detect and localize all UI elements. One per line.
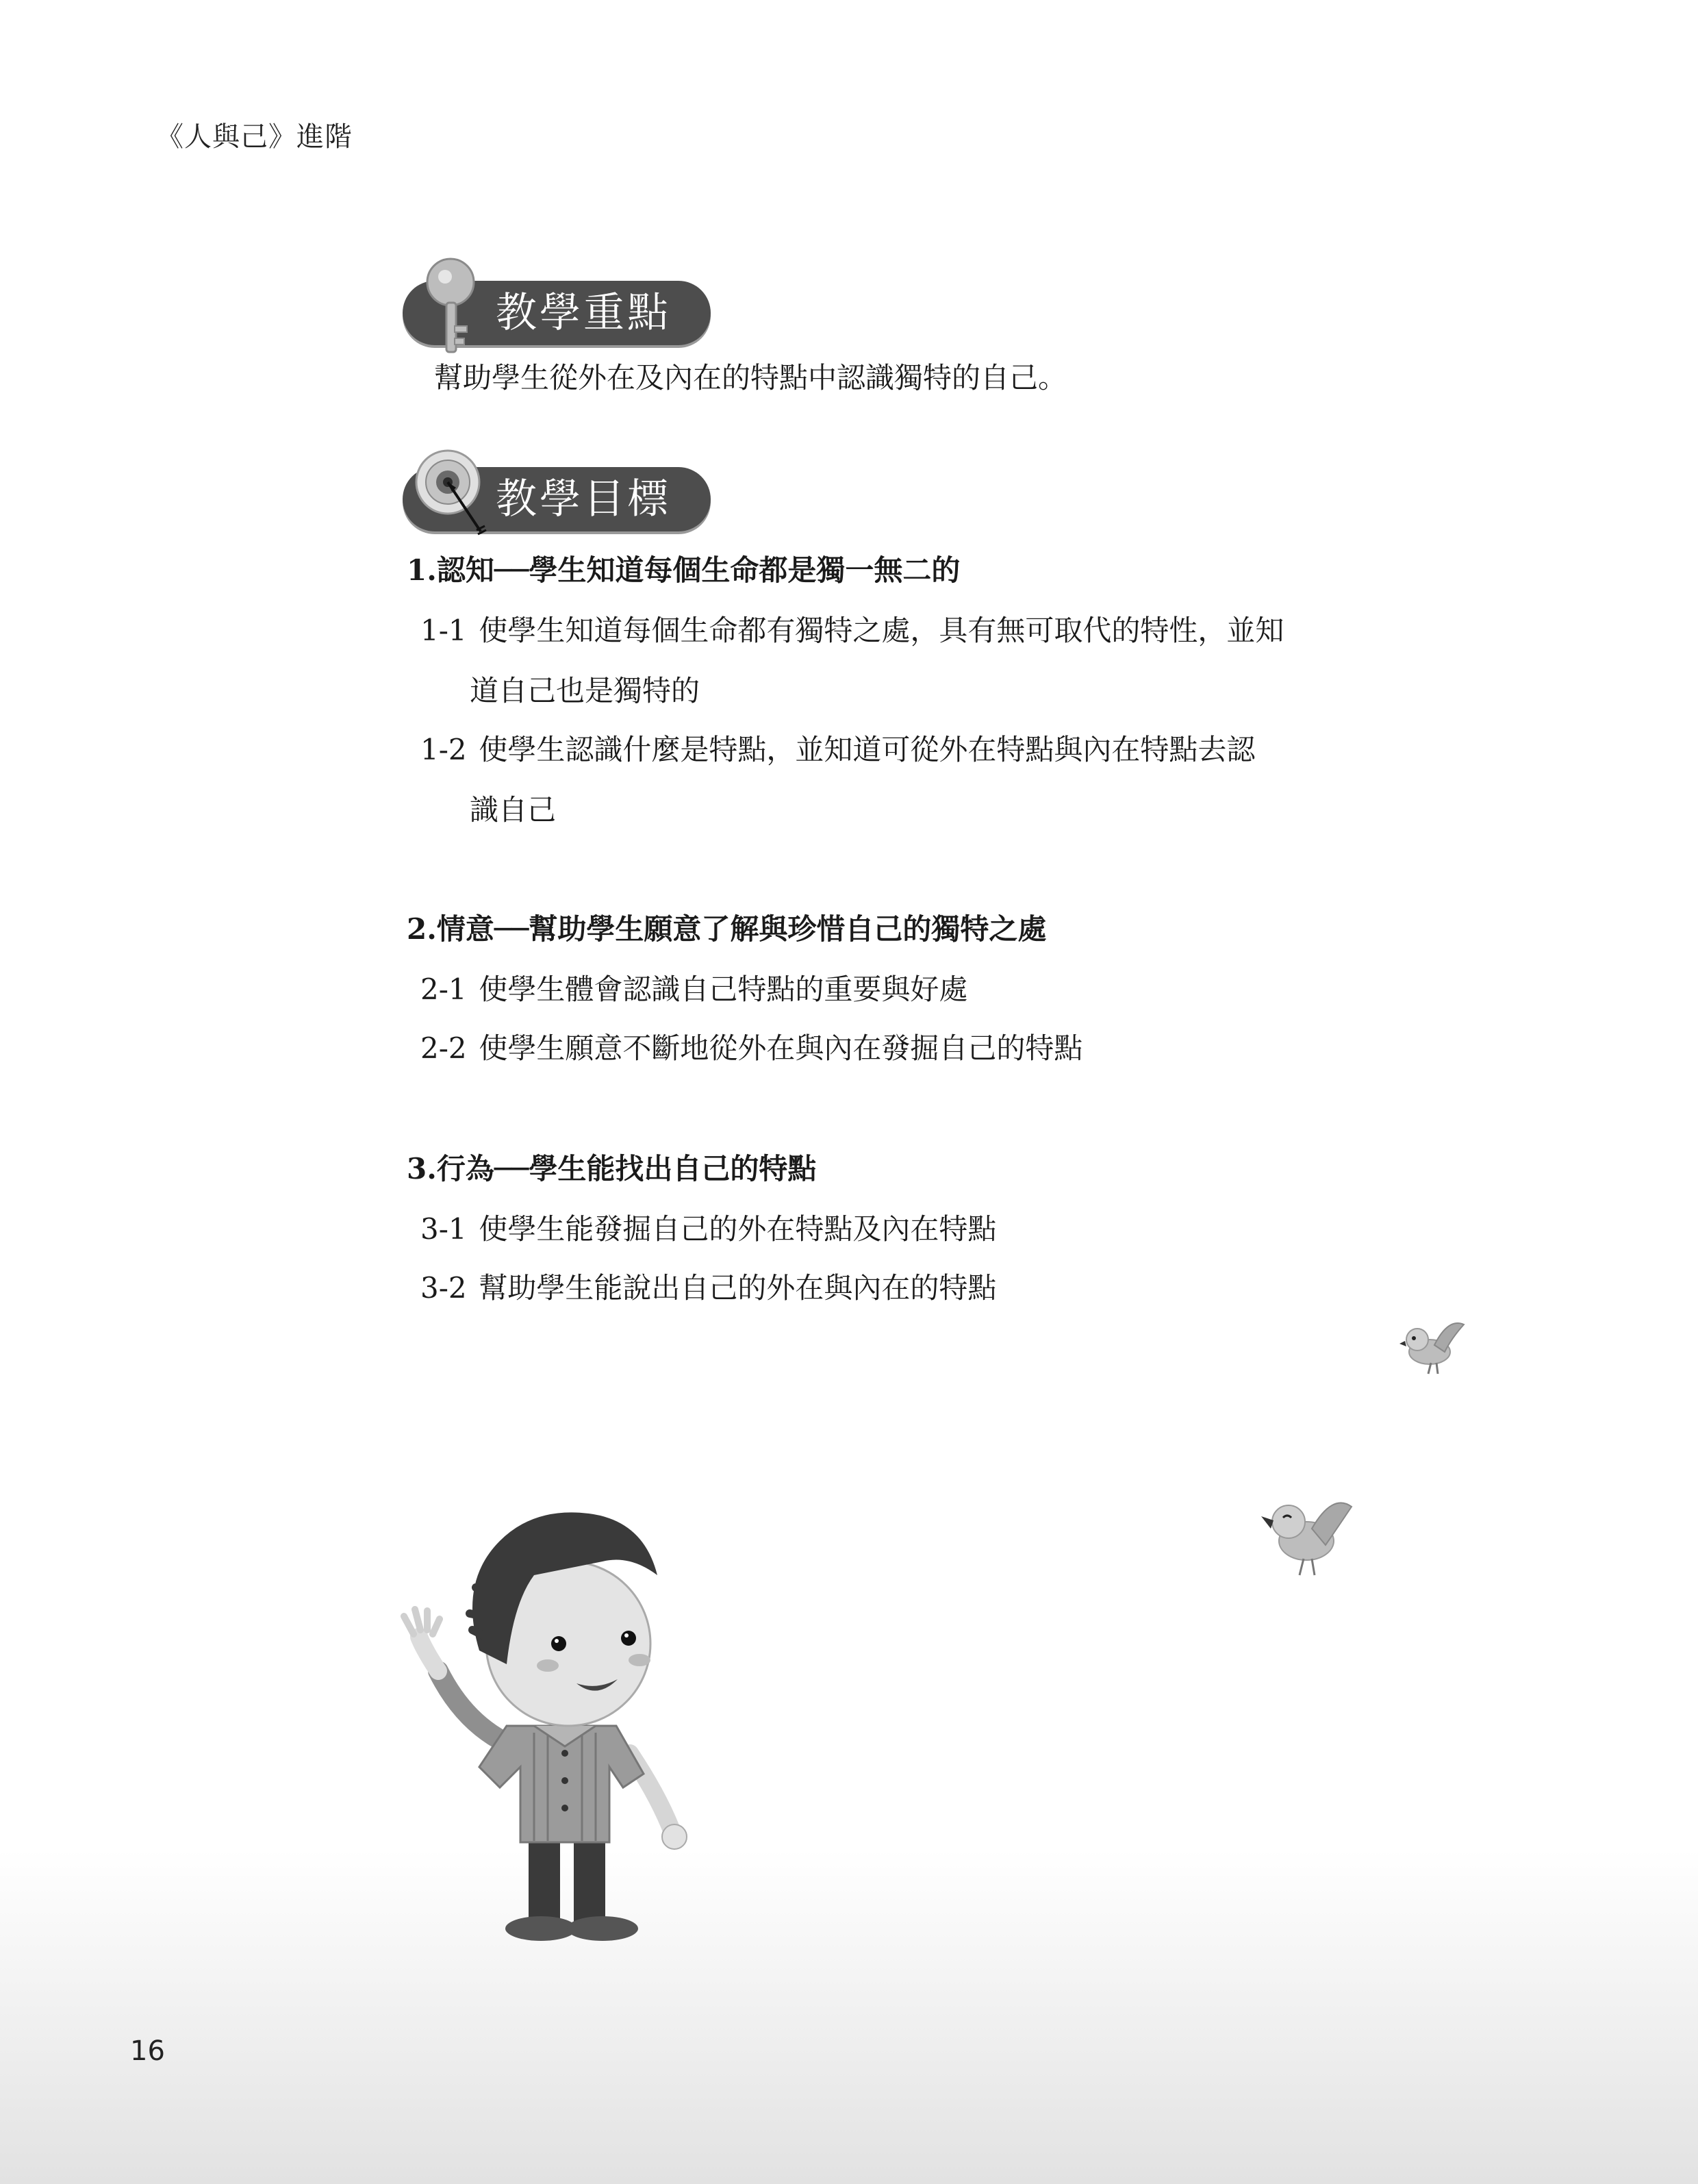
objective-heading-2: 2.情意──幫助學生願意了解與珍惜自己的獨特之處: [407, 912, 1047, 946]
bird-illustration: [1257, 1493, 1360, 1582]
objective-item-text: 使學生願意不斷地從外在與內在發掘自己的特點: [479, 1031, 1083, 1065]
objective-heading-1: 1.認知──學生知道每個生命都是獨一無二的: [407, 553, 961, 587]
objective-item-number: 2-2: [420, 1031, 467, 1065]
boy-waving-illustration: [397, 1500, 698, 1952]
objective-item-2-1: [420, 967, 967, 1008]
objective-item-text: 幫助學生能說出自己的外在與內在的特點: [479, 1271, 997, 1305]
target-icon: [414, 449, 503, 538]
objective-item-3-2: [420, 1266, 996, 1307]
objective-item-1-1-cont: 道自己也是獨特的: [470, 674, 700, 707]
objective-item-number: 3-1: [420, 1212, 467, 1246]
objectives-title: 教學目標: [496, 475, 671, 523]
page-number: 16: [130, 2035, 165, 2067]
key-icon: [416, 255, 492, 357]
objective-item-text: 使學生認識什麼是特點，並知道可從外在特點與內在特點去認: [479, 733, 1256, 766]
objective-item-number: 2-1: [420, 972, 467, 1006]
objective-item-1-2: [420, 727, 1255, 768]
focus-text: 幫助學生從外在及內在的特點中認識獨特的自己。: [434, 361, 1067, 394]
objective-item-text: 使學生知道每個生命都有獨特之處，具有無可取代的特性，並知: [479, 614, 1284, 647]
objective-item-1-1: [420, 608, 1284, 649]
objective-item-number: 3-2: [420, 1271, 467, 1305]
objective-item-1-2-cont: 識自己: [470, 793, 557, 827]
objective-item-number: 1-2: [420, 733, 467, 766]
objective-heading-3: 3.行為──學生能找出自己的特點: [407, 1152, 817, 1185]
objective-item-text: 使學生能發掘自己的外在特點及內在特點: [479, 1212, 997, 1246]
objective-item-3-1: [420, 1207, 996, 1248]
focus-title: 教學重點: [496, 289, 671, 337]
objective-item-text: 使學生體會認識自己特點的重要與好處: [479, 972, 968, 1006]
objective-item-2-2: [420, 1026, 1082, 1067]
header-title: 《人與己》進階: [156, 121, 353, 153]
objective-item-number: 1-1: [420, 614, 467, 647]
small-bird-illustration: [1397, 1318, 1472, 1379]
